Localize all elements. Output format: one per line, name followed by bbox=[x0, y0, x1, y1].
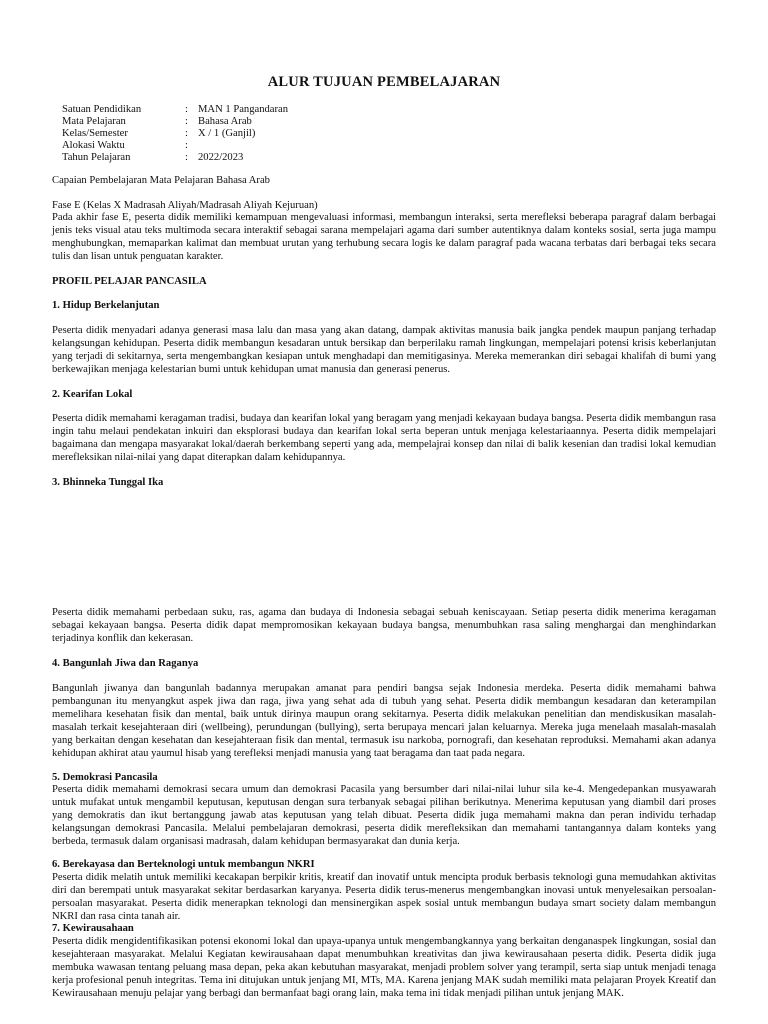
profil-heading: PROFIL PELAJAR PANCASILA bbox=[52, 276, 207, 287]
section-heading: 6. Berekayasa dan Berteknologi untuk membangun NKRI bbox=[52, 859, 315, 870]
identity-separator: : bbox=[185, 104, 188, 115]
section-heading: 3. Bhinneka Tunggal Ika bbox=[52, 477, 164, 488]
identity-value: 2022/2023 bbox=[198, 152, 244, 163]
identity-separator: : bbox=[185, 116, 188, 127]
section-text: Bangunlah jiwanya dan bangunlah badannya merupakan amanat para pendiri bangsa sejak Indonesia merdeka. Peserta didik memahami bahwa pembangunan itu menyangkut aspek jiwa dan raga, jiwa yang sehat ada di tubuh yang sehat. Peserta didik membangun kesadaran dan keterampilan memelihara kesehatan fisik dan mental, baik untuk dirinya maupun orang sekitarnya. Peserta didik melakukan penelitian dan mendiskusikan masalah-masalah terkait kesejahteraan diri (wellbeing), perundungan (bullying), serta berupaya mencari jalan keluarnya. Mereka juga menelaah masalah-masalah yang berkaitan dengan kesehatan dan kesejahteraan fisik dan mental, termasuk isu narkoba, pornografi, dan kesehatan reproduksi. Memahami akan adanya kehidupan akhirat atau yaumul hisab yang terefleksi menjadi manusia yang taat beragama dan taat pada negara. bbox=[52, 683, 716, 759]
section-text: Peserta didik melatih untuk memiliki kecakapan berpikir kritis, kreatif dan inovatif untuk mencipta produk berbasis teknologi guna memudahkan aktivitas diri dan berempati untuk masyarakat sekitar berdasarkan karyanya. Peserta didik terus-menerus mengembangkan inovasi untuk menyelesaikan persoalan-persoalan masyarakat. Peserta didik menerapkan teknologi dan mensinergikan aspek sosial untuk membangun budaya smart society dalam membangun NKRI dan rasa cinta tanah air. bbox=[52, 872, 716, 922]
identity-value: Bahasa Arab bbox=[198, 116, 252, 127]
identity-row-alokasi bbox=[62, 140, 288, 152]
identity-row-tahun bbox=[62, 152, 288, 164]
section-text: Peserta didik memahami demokrasi secara umum dan demokrasi Pacasila yang bersumber dari nilai-nilai luhur sila ke-4. Mengedepankan musyawarah untuk mufakat untuk mengambil keputusan, keputusan dengan sura terbanyak sebagai pilihan berikutnya. Menerima keputusan yang diambil dari proses yang demokratis dan ikut bertanggung jawab atas keputusan yang telah dibuat. Peserta didik juga memahami makna dan peran individu terhadap kelangsungan demokrasi Pancasila. Melalui pembelajaran demokrasi, peserta didik merefleksikan dan memahami tantangannya dalam konteks yang berbeda, termasuk dalam organisasi madrasah, dalam kehidupan bermasyarakat dan dunia kerja. bbox=[52, 784, 716, 847]
section-heading: 4. Bangunlah Jiwa dan Raganya bbox=[52, 658, 199, 669]
fase-heading: Fase E (Kelas X Madrasah Aliyah/Madrasah Aliyah Kejuruan) bbox=[52, 200, 318, 211]
identity-label: Kelas/Semester bbox=[62, 128, 128, 139]
identity-label: Alokasi Waktu bbox=[62, 140, 125, 151]
identity-table bbox=[62, 104, 288, 164]
identity-value: MAN 1 Pangandaran bbox=[198, 104, 289, 115]
identity-label: Tahun Pelajaran bbox=[62, 152, 131, 163]
identity-label: Satuan Pendidikan bbox=[62, 104, 142, 115]
section-heading: 1. Hidup Berkelanjutan bbox=[52, 300, 160, 311]
section-heading: 5. Demokrasi Pancasila bbox=[52, 772, 158, 783]
capaian-heading: Capaian Pembelajaran Mata Pelajaran Bahasa Arab bbox=[52, 175, 270, 186]
section-text: Peserta didik memahami perbedaan suku, ras, agama dan budaya di Indonesia sebagai sebuah keniscayaan. Setiap peserta didik menerima keragaman sebagai kekayaan bangsa. Peserta didik dapat mempromosikan kekayaan budaya bangsa, menumbuhkan rasa saling menghargai dan menghindarkan terjadinya konflik dan kekerasan. bbox=[52, 607, 716, 644]
section-heading: 7. Kewirausahaan bbox=[52, 923, 134, 934]
fase-text: Pada akhir fase E, peserta didik memiliki kemampuan mengevaluasi informasi, membangun interaksi, serta merefleksi beberapa paragraf dalam berbagai jenis teks visual atau teks multimoda secara interaktif sebagai sarana mempelajari agama dari sumber autentiknya dalam konteks sosial, serta juga mampu menghubungkan, memaparkan kalimat dan membuat urutan yang terhubung secara logis ke dalam paragraf pada wacana terbatas dari berbagai teks secara tulis dan lisan untuk penguatan karakter. bbox=[52, 212, 716, 262]
section-heading: 2. Kearifan Lokal bbox=[52, 389, 133, 400]
section-text: Peserta didik menyadari adanya generasi masa lalu dan masa yang akan datang, dampak aktivitas manusia baik jangka pendek maupun panjang terhadap kelangsungan kehidupan. Peserta didik membangun kesadaran untuk bersikap dan berperilaku ramah lingkungan, mempelajari potensi krisis keberlanjutan yang terjadi di sekitarnya, serta mengembangkan kesiapan untuk menghadapi dan memitigasinya. Mereka memerankan diri sebagai khalifah di bumi yang berkewajikan menjaga kelestarian bumi untuk kehidupan umat manusia dan generasi penerus. bbox=[52, 325, 716, 375]
identity-separator: : bbox=[185, 140, 188, 151]
section-text: Peserta didik memahami keragaman tradisi, budaya dan kearifan lokal yang beragam yang menjadi kekayaan budaya bangsa. Peserta didik membangun rasa ingin tahu melaui pendekatan inkuiri dan eksplorasi budaya dan kearifan lokal serta beperan untuk menjaga kelestariaannya. Peserta didik mempelajari bagaimana dan mengapa masyarakat lokal/daerah berkembang seperti yang ada, mempelajrai konsep dan nilai di balik kesenian dan tradisi lokal kemudian merefleksikan nilai-nilai yang dapat diterapkan dalam kehidupannya. bbox=[52, 413, 716, 463]
identity-separator: : bbox=[185, 128, 188, 139]
page-title: ALUR TUJUAN PEMBELAJARAN bbox=[267, 74, 501, 90]
identity-label: Mata Pelajaran bbox=[62, 116, 126, 127]
identity-row-satuan bbox=[62, 104, 288, 116]
section-text: Peserta didik mengidentifikasikan potensi ekonomi lokal dan upaya-upanya untuk mengembangkannya yang berkaitan denganaspek lingkungan, sosial dan kesejahteraan masyarakat. Melalui Kegiatan kewirausahaan dapat menumbuhkan kreativitas dan jiwa kewirausahaan peserta didik. Peserta didik juga membuka wawasan tentang peluang masa depan, peka akan kebutuhan masyarakat, menjadi problem solver yang terampil, serta siap untuk menjadi tenaga kerja profesional penuh integritas. Tema ini ditujukan untuk jenjang MI, MTs, MA. Karena jenjang MAK sudah memiliki mata pelajaran Proyek Kreatif dan Kewirausahaan menuju pelajar yang berbagi dan bermanfaat bagi orang lain, maka tema ini tidak menjadi pilihan untuk jenjang MAK. bbox=[52, 936, 716, 999]
identity-row-mapel bbox=[62, 116, 288, 128]
identity-value: X / 1 (Ganjil) bbox=[198, 128, 256, 139]
identity-row-kelas bbox=[62, 128, 288, 140]
identity-separator: : bbox=[185, 152, 188, 163]
